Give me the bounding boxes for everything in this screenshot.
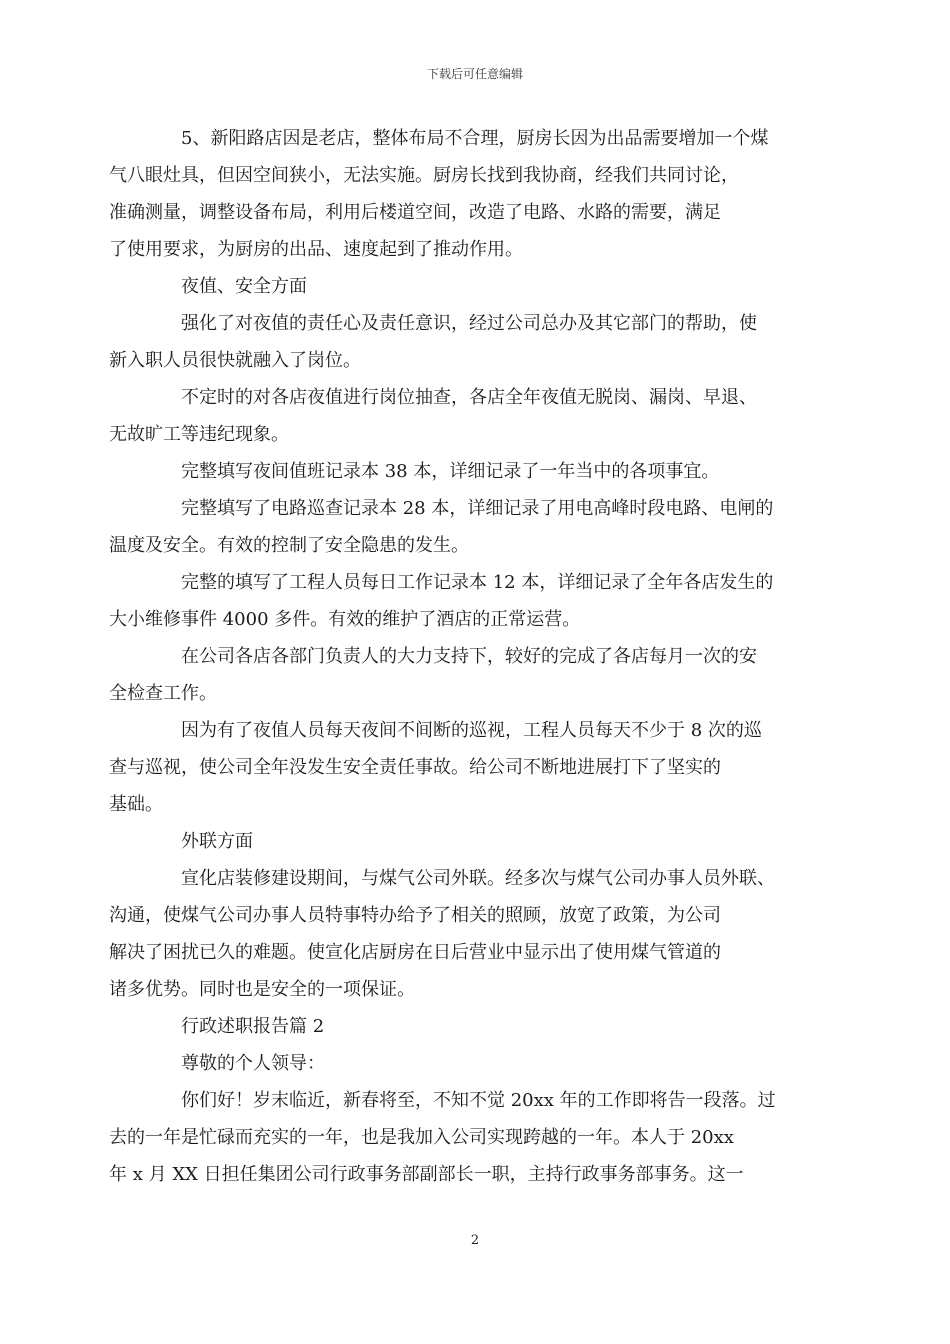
paragraph-line: 夜值、安全方面 [181, 276, 307, 297]
paragraph [109, 379, 815, 453]
paragraph-line: 气八眼灶具，但因空间狭小，无法实施。厨房长找到我协商，经我们共同讨论， [109, 165, 739, 186]
paragraph-line: 无故旷工等违纪现象。 [109, 424, 289, 445]
paragraph [109, 860, 815, 1008]
paragraph-line: 你们好！岁末临近，新春将至，不知不觉 20xx 年的工作即将告一段落。过 [181, 1090, 776, 1111]
paragraph-line: 准确测量，调整设备布局，利用后楼道空间，改造了电路、水路的需要，满足 [109, 202, 721, 223]
paragraph-line: 温度及安全。有效的控制了安全隐患的发生。 [109, 535, 469, 556]
paragraph-line: 查与巡视，使公司全年没发生安全责任事故。给公司不断地进展打下了坚实的 [109, 757, 721, 778]
paragraph [109, 638, 815, 712]
paragraph [109, 1082, 815, 1193]
paragraph [145, 823, 815, 860]
paragraph-line: 诸多优势。同时也是安全的一项保证。 [109, 979, 415, 1000]
paragraph-line: 了使用要求，为厨房的出品、速度起到了推动作用。 [109, 239, 523, 260]
paragraph-line: 5、新阳路店因是老店，整体布局不合理，厨房长因为出品需要增加一个煤 [181, 128, 769, 149]
paragraph-line: 完整的填写了工程人员每日工作记录本 12 本，详细记录了全年各店发生的 [181, 572, 774, 593]
paragraph-line: 完整填写夜间值班记录本 38 本，详细记录了一年当中的各项事宜。 [181, 461, 720, 482]
paragraph [145, 1045, 815, 1082]
paragraph-line: 全检查工作。 [109, 683, 217, 704]
paragraph-line: 宣化店装修建设期间，与煤气公司外联。经多次与煤气公司办事人员外联、 [181, 868, 775, 889]
paragraph-line: 解决了困扰已久的难题。使宣化店厨房在日后营业中显示出了使用煤气管道的 [109, 942, 721, 963]
document-body [109, 120, 815, 1193]
paragraph-line: 不定时的对各店夜值进行岗位抽查，各店全年夜值无脱岗、漏岗、早退、 [181, 387, 757, 408]
paragraph-line: 在公司各店各部门负责人的大力支持下，较好的完成了各店每月一次的安 [181, 646, 757, 667]
paragraph [145, 1008, 815, 1045]
paragraph [109, 305, 815, 379]
paragraph [109, 564, 815, 638]
paragraph [145, 268, 815, 305]
paragraph-line: 因为有了夜值人员每天夜间不间断的巡视，工程人员每天不少于 8 次的巡 [181, 720, 762, 741]
page-header: 下载后可任意编辑 [426, 67, 523, 81]
paragraph-line: 基础。 [109, 794, 163, 815]
paragraph [109, 120, 815, 268]
paragraph-line: 强化了对夜值的责任心及责任意识，经过公司总办及其它部门的帮助，使 [181, 313, 757, 334]
paragraph-line: 尊敬的个人领导： [181, 1053, 325, 1074]
paragraph [145, 453, 815, 490]
paragraph-line: 行政述职报告篇 2 [181, 1016, 325, 1037]
paragraph-line: 年 x 月 XX 日担任集团公司行政事务部副部长一职，主持行政事务部事务。这一 [109, 1164, 744, 1185]
page-number: 2 [470, 1233, 480, 1248]
paragraph-line: 新入职人员很快就融入了岗位。 [109, 350, 361, 371]
paragraph [109, 712, 815, 823]
paragraph-line: 完整填写了电路巡查记录本 28 本，详细记录了用电高峰时段电路、电闸的 [181, 498, 774, 519]
paragraph-line: 大小维修事件 4000 多件。有效的维护了酒店的正常运营。 [109, 609, 581, 630]
paragraph [109, 490, 815, 564]
paragraph-line: 沟通，使煤气公司办事人员特事特办给予了相关的照顾，放宽了政策，为公司 [109, 905, 721, 926]
paragraph-line: 外联方面 [181, 831, 253, 852]
paragraph-line: 去的一年是忙碌而充实的一年，也是我加入公司实现跨越的一年。本人于 20xx [109, 1127, 734, 1148]
